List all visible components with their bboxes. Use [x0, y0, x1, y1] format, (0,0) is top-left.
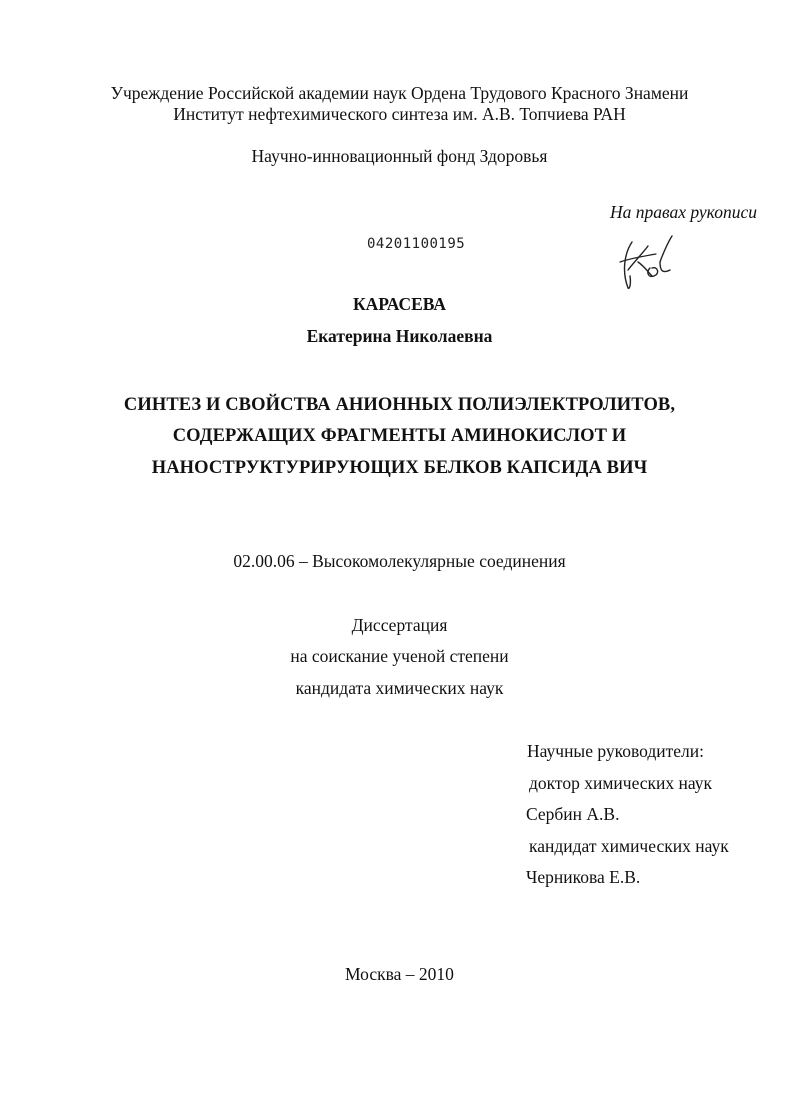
supervisor-2-name: Черникова Е.В.: [526, 867, 641, 887]
registration-number: 04201100195: [367, 236, 466, 252]
institution-line-1: Учреждение Российской академии наук Ордена Трудового Красного Знамени: [110, 83, 689, 103]
degree-line-3: кандидата химических наук: [295, 678, 504, 698]
fund-name: Научно-инновационный фонд Здоровья: [251, 146, 548, 166]
manuscript-note: На правах рукописи: [610, 202, 757, 222]
title-line-1: СИНТЕЗ И СВОЙСТВА АНИОННЫХ ПОЛИЭЛЕКТРОЛИТОВ,: [123, 395, 676, 415]
title-line-2: СОДЕРЖАЩИХ ФРАГМЕНТЫ АМИНОКИСЛОТ И: [172, 426, 627, 446]
supervisors-heading: Научные руководители:: [527, 741, 704, 761]
degree-line-1: Диссертация: [351, 615, 448, 635]
author-given-names: Екатерина Николаевна: [306, 326, 493, 346]
degree-line-2: на соискание ученой степени: [290, 646, 509, 666]
institution-line-2: Институт нефтехимического синтеза им. А.В. Топчиева РАН: [173, 104, 626, 124]
supervisor-2-degree: кандидат химических наук: [529, 836, 729, 856]
specialty: 02.00.06 – Высокомолекулярные соединения: [233, 551, 566, 571]
author-surname: КАРАСЕВА: [352, 294, 447, 314]
city-year: Москва – 2010: [345, 964, 454, 984]
signature-icon: [614, 232, 678, 292]
title-line-3: НАНОСТРУКТУРИРУЮЩИХ БЕЛКОВ КАПСИДА ВИЧ: [151, 458, 648, 478]
supervisor-1-degree: доктор химических наук: [529, 773, 713, 793]
supervisor-1-name: Сербин А.В.: [526, 804, 620, 824]
